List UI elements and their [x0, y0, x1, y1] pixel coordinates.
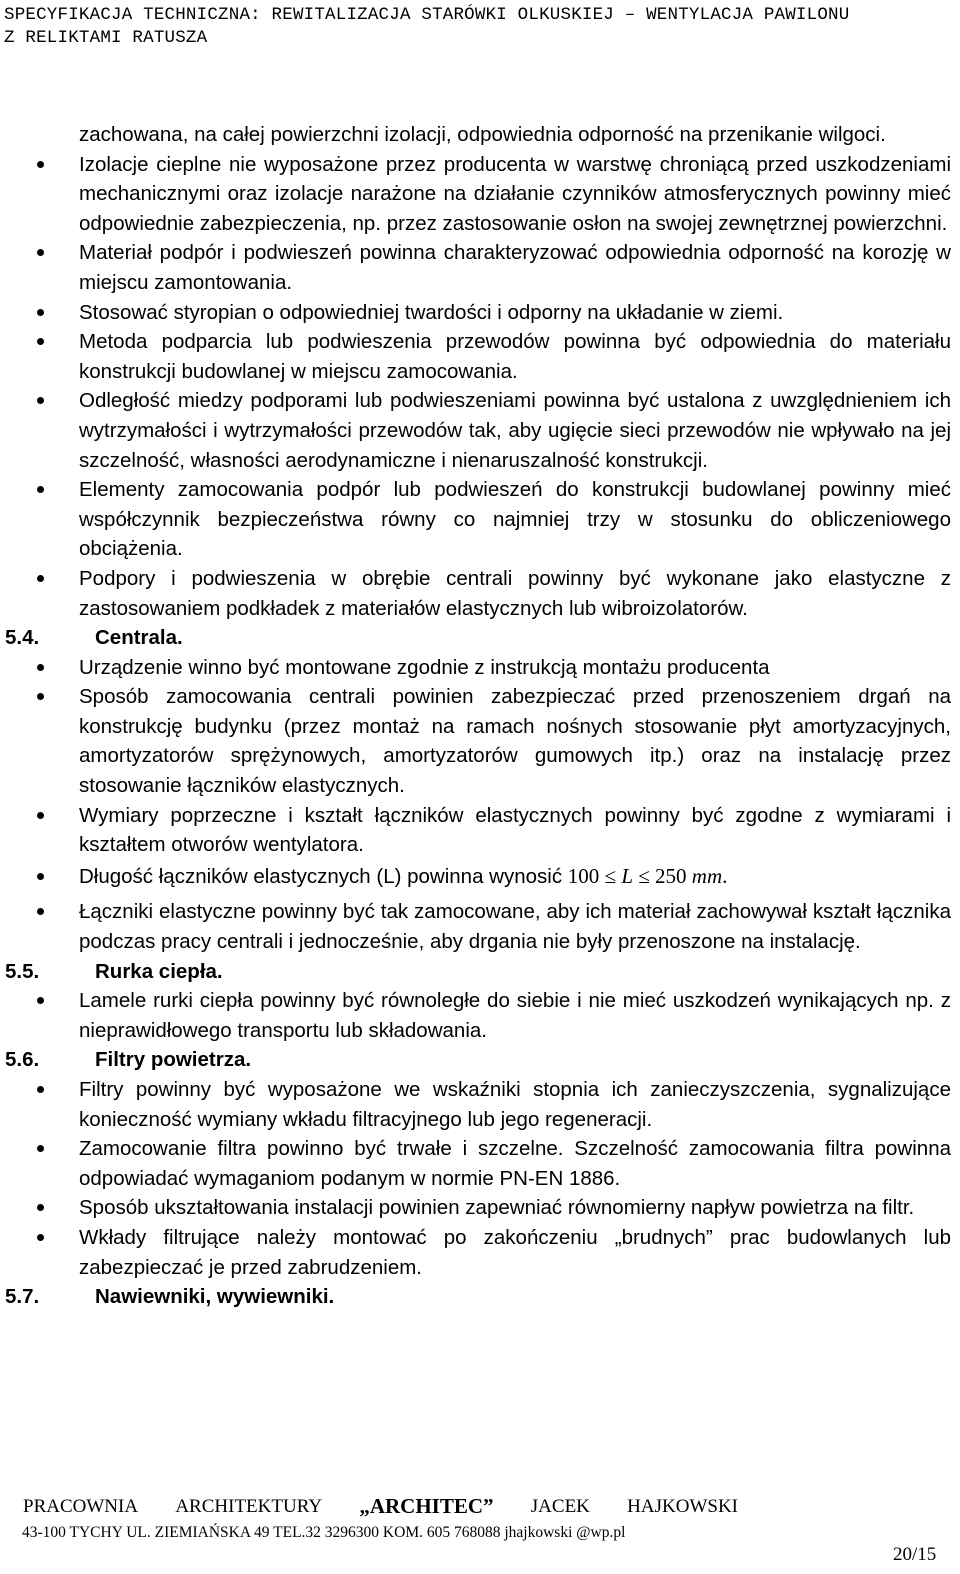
- list-item: Sposób zamocowania centrali powinien zabezpieczać przed przenoszeniem drgań na konstrukcję budynku (przez montaż na ramach nośnych stosowanie płyt amortyzacyjnych, amortyzatorów sprężynowych, amortyzatorów gumowych itp.) oraz na instalację przez stosowanie łączników elastycznych.: [79, 682, 951, 800]
- length-formula: 100 ≤ L ≤ 250 mm.: [567, 863, 728, 888]
- bullet-list-filtry: [0, 1075, 960, 1282]
- section-heading-5-7: [0, 1282, 960, 1312]
- list-item: Odległość miedzy podporami lub podwieszeniami powinna być ustalona z uwzględnieniem ich wytrzymałości i wytrzymałości przewodów tak, aby ugięcie sieci przewodów nie wpływało na jej szczelność, własności aerodynamiczne i nienaruszalność konstrukcji.: [79, 386, 951, 475]
- section-number: 5.5.: [5, 959, 40, 983]
- bullet-icon: [37, 1204, 44, 1211]
- section-heading-5-6: [0, 1045, 960, 1075]
- section-number: 5.4.: [5, 626, 40, 650]
- bullet-icon: [37, 338, 44, 345]
- bullet-icon: [37, 997, 44, 1004]
- footer-contact-line: 43-100 TYCHY UL. ZIEMIAŃSKA 49 TEL.32 3296300 KOM. 605 768088 jhajkowski @wp.pl: [22, 1524, 626, 1541]
- footer-brand: „ARCHITEC”: [359, 1494, 494, 1518]
- bullet-icon: [37, 161, 44, 168]
- footer-word: ARCHITEKTURY: [175, 1496, 323, 1517]
- bullet-icon: [37, 249, 44, 256]
- footer-word: JACEK: [530, 1496, 590, 1517]
- list-item: Urządzenie winno być montowane zgodnie z instrukcją montażu producenta: [79, 653, 951, 683]
- bullet-icon: [37, 908, 44, 915]
- bullet-icon: [37, 575, 44, 582]
- list-item: Elementy zamocowania podpór lub podwieszeń do konstrukcji budowlanej powinny mieć współczynnik bezpieczeństwa równy co najmniej trzy w stosunku do obliczeniowego obciążenia.: [79, 475, 951, 564]
- footer-company-line: [23, 1496, 738, 1522]
- page-header: [4, 4, 954, 50]
- section-title: Nawiewniki, wywiewniki.: [95, 1285, 335, 1309]
- list-item: Lamele rurki ciepła powinny być równoległe do siebie i nie mieć uszkodzeń wynikających np. z nieprawidłowego transportu lub składowania.: [79, 986, 951, 1045]
- list-item: Sposób ukształtowania instalacji powinien zapewniać równomierny napływ powietrza na filtr.: [79, 1193, 951, 1223]
- document-body: [0, 120, 960, 1312]
- list-item: Metoda podparcia lub podwieszenia przewodów powinna być odpowiednia do materiału konstrukcji budowlanej w miejscu zamocowania.: [79, 327, 951, 386]
- bullet-icon: [37, 486, 44, 493]
- section-title: Filtry powietrza.: [95, 1048, 252, 1072]
- bullet-icon: [37, 1086, 44, 1093]
- list-item: Wymiary poprzeczne i kształt łączników elastycznych powinny być zgodne z wymiarami i kształtem otworów wentylatora.: [79, 801, 951, 860]
- bullet-icon: [37, 397, 44, 404]
- bullet-icon: [37, 873, 44, 880]
- list-item: Łączniki elastyczne powinny być tak zamocowane, aby ich materiał zachowywał kształt łącznika podczas pracy centrali i jednocześnie, aby drgania nie były przenoszone na instalację.: [79, 897, 951, 956]
- page-number: 20/15: [893, 1544, 937, 1565]
- section-number: 5.6.: [5, 1048, 40, 1072]
- bullet-icon: [37, 812, 44, 819]
- length-text: Długość łączników elastycznych (L) powinna wynosić: [79, 864, 563, 888]
- section-title: Centrala.: [95, 626, 183, 650]
- footer-word: HAJKOWSKI: [627, 1496, 738, 1517]
- bullet-icon: [37, 664, 44, 671]
- intro-paragraph: zachowana, na całej powierzchni izolacji, odpowiednia odporność na przenikanie wilgoci.: [79, 123, 886, 146]
- section-number: 5.7.: [5, 1285, 40, 1309]
- list-item: Podpory i podwieszenia w obrębie centrali powinny być wykonane jako elastyczne z zastosowaniem podkładek z materiałów elastycznych lub wibroizolatorów.: [79, 564, 951, 623]
- list-item: Materiał podpór i podwieszeń powinna charakteryzować odpowiednia odporność na korozję w miejscu zamontowania.: [79, 238, 951, 297]
- footer-word: PRACOWNIA: [23, 1496, 139, 1517]
- section-title: Rurka ciepła.: [95, 959, 223, 983]
- list-item-length-formula: [79, 862, 951, 892]
- section-heading-5-4: [0, 623, 960, 653]
- bullet-list-rurka: [0, 986, 960, 1045]
- bullet-list-centrala: [0, 653, 960, 957]
- bullet-icon: [37, 1145, 44, 1152]
- list-item: Filtry powinny być wyposażone we wskaźniki stopnia ich zanieczyszczenia, sygnalizujące konieczność wymiany wkładu filtracyjnego lub jego regeneracji.: [79, 1075, 951, 1134]
- bullet-list-insulation: [0, 150, 960, 624]
- section-heading-5-5: [0, 957, 960, 987]
- list-item: Wkłady filtrujące należy montować po zakończeniu „brudnych” prac budowlanych lub zabezpieczać je przed zabrudzeniem.: [79, 1223, 951, 1282]
- list-item: Stosować styropian o odpowiedniej twardości i odporny na układanie w ziemi.: [79, 298, 951, 328]
- bullet-icon: [37, 693, 44, 700]
- bullet-icon: [37, 309, 44, 316]
- header-title-line-1: SPECYFIKACJA TECHNICZNA: REWITALIZACJA STARÓWKI OLKUSKIEJ – WENTYLACJA PAWILONU: [4, 5, 850, 25]
- list-item: Zamocowanie filtra powinno być trwałe i szczelne. Szczelność zamocowania filtra powinna odpowiadać wymaganiom podanym w normie PN-EN 1886.: [79, 1134, 951, 1193]
- bullet-icon: [37, 1234, 44, 1241]
- header-title-line-2: Z RELIKTAMI RATUSZA: [4, 28, 208, 48]
- list-item: Izolacje cieplne nie wyposażone przez producenta w warstwę chroniącą przed uszkodzeniami mechanicznymi oraz izolacje narażone na działanie czynników atmosferycznych powinny mieć odpowiednie zabezpieczenia, np. przez zastosowanie osłon na swojej zewnętrznej powierzchni.: [79, 150, 951, 239]
